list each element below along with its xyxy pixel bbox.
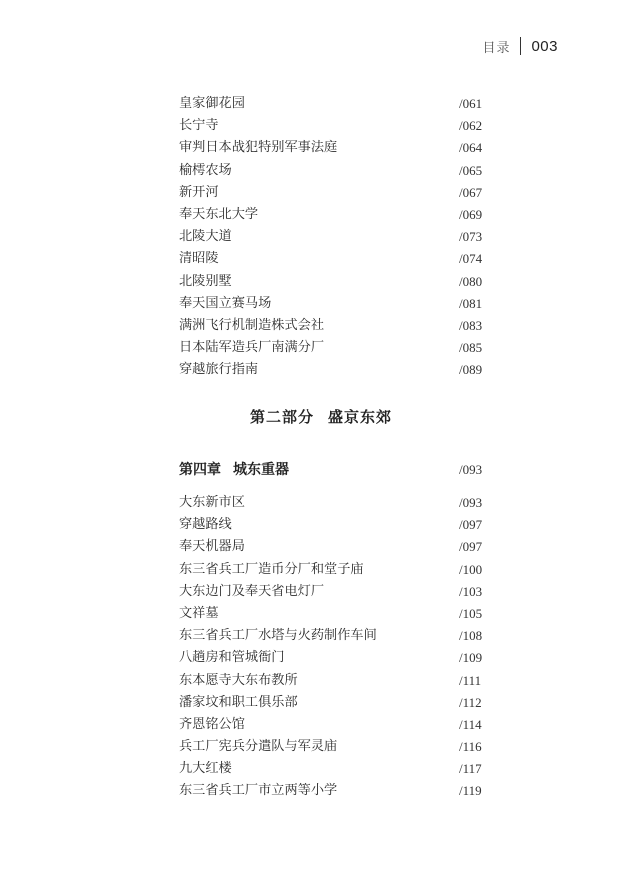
toc-entry-page: /112 (459, 694, 482, 710)
toc-entry-title: 满洲飞行机制造株式会社 (179, 317, 325, 333)
toc-list-part1 (179, 93, 484, 381)
toc-entry-page: /109 (459, 650, 483, 666)
toc-entry (179, 714, 484, 736)
toc-entry-page: /111 (459, 672, 482, 688)
toc-entry (179, 736, 484, 758)
toc-entry (179, 160, 484, 182)
toc-entry-page: /073 (459, 229, 483, 245)
toc-entry (179, 625, 484, 647)
part-title (0, 406, 642, 427)
toc-entry (179, 248, 484, 270)
toc-entry-title: 新开河 (179, 184, 219, 200)
toc-entry-title: 清昭陵 (179, 251, 219, 267)
toc-entry-title: 奉天国立赛马场 (179, 295, 272, 311)
toc-entry-title: 奉天机器局 (179, 539, 245, 555)
toc-entry (179, 93, 484, 115)
toc-entry (179, 559, 484, 581)
toc-entry-page: /061 (459, 96, 483, 111)
toc-entry-title: 长宁寺 (179, 118, 219, 134)
toc-entry-title: 穿越路线 (179, 517, 232, 533)
toc-entry-title: 北陵大道 (179, 229, 232, 245)
toc-list-chapter4 (179, 492, 484, 803)
toc-entry-title: 东本愿寺大东布教所 (179, 672, 298, 688)
toc-entry-page: /114 (459, 716, 482, 732)
toc-entry-page: /119 (459, 783, 482, 799)
toc-entry-page: /103 (459, 583, 483, 599)
toc-entry-page: /089 (459, 362, 483, 378)
toc-entry (179, 359, 484, 381)
chapter-page: /093 (459, 462, 483, 477)
toc-entry (179, 182, 484, 204)
toc-entry-page: /108 (459, 628, 483, 644)
toc-entry (179, 492, 484, 514)
chapter-label: 第四章 (179, 462, 221, 478)
page-number: 003 (531, 37, 558, 55)
toc-entry-page: /062 (459, 118, 483, 134)
chapter-name: 城东重器 (233, 462, 289, 478)
part-label: 第二部分 (249, 408, 314, 426)
toc-entry (179, 204, 484, 226)
toc-entry-title: 北陵别墅 (179, 273, 232, 289)
toc-entry-page: /097 (459, 539, 483, 555)
header-divider (520, 37, 521, 55)
toc-entry-page: /117 (459, 761, 482, 777)
toc-entry-page: /100 (459, 561, 483, 577)
toc-entry (179, 337, 484, 359)
toc-entry-title: 齐恩铭公馆 (179, 716, 245, 732)
toc-entry (179, 758, 484, 780)
toc-entry (179, 271, 484, 293)
toc-entry-title: 东三省兵工厂水塔与火药制作车间 (179, 628, 377, 644)
toc-entry (179, 514, 484, 536)
section-label: 目录 (482, 40, 511, 56)
toc-entry-title: 东三省兵工厂造币分厂和堂子庙 (179, 561, 364, 577)
toc-entry (179, 315, 484, 337)
toc-entry-page: /067 (459, 184, 483, 200)
toc-entry-title: 文祥墓 (179, 605, 219, 621)
toc-entry-page: /083 (459, 317, 483, 333)
toc-entry-title: 东三省兵工厂市立两等小学 (179, 783, 338, 799)
toc-entry-title: 九大红楼 (179, 761, 232, 777)
toc-entry-page: /074 (459, 251, 483, 267)
toc-entry-title: 穿越旅行指南 (179, 362, 259, 378)
toc-entry-title: 榆樗农场 (179, 162, 232, 178)
running-header (482, 36, 558, 56)
toc-entry-page: /080 (459, 273, 483, 289)
toc-entry (179, 670, 484, 692)
toc-entry-title: 奉天东北大学 (179, 206, 259, 222)
toc-entry-page: /065 (459, 162, 483, 178)
toc-entry (179, 581, 484, 603)
toc-entry (179, 603, 484, 625)
toc-entry-title: 兵工厂宪兵分遣队与军灵庙 (179, 739, 338, 755)
toc-entry (179, 137, 484, 159)
part-name: 盛京东郊 (328, 408, 393, 426)
toc-entry-title: 大东边门及奉天省电灯厂 (179, 583, 325, 599)
toc-entry-page: /116 (459, 739, 482, 755)
toc-entry (179, 780, 484, 802)
chapter-title (179, 459, 289, 481)
toc-entry-title: 日本陆军造兵厂南满分厂 (179, 340, 325, 356)
toc-entry (179, 226, 484, 248)
toc-entry (179, 647, 484, 669)
chapter-heading (179, 459, 484, 481)
toc-entry-title: 审判日本战犯特别军事法庭 (179, 140, 338, 156)
toc-entry-title: 大东新市区 (179, 495, 245, 510)
toc-entry-page: /085 (459, 340, 483, 356)
toc-entry-page: /064 (459, 140, 483, 156)
toc-entry-title: 八趟房和管城衙门 (179, 650, 285, 666)
toc-entry (179, 115, 484, 137)
toc-entry-page: /105 (459, 605, 483, 621)
toc-entry (179, 692, 484, 714)
toc-entry-title: 皇家御花园 (179, 96, 245, 111)
toc-entry (179, 293, 484, 315)
toc-entry-page: /093 (459, 495, 483, 510)
toc-entry-page: /069 (459, 206, 483, 222)
toc-entry (179, 536, 484, 558)
toc-entry-page: /097 (459, 517, 483, 533)
toc-entry-page: /081 (459, 295, 483, 311)
toc-entry-title: 潘家坟和职工俱乐部 (179, 694, 298, 710)
